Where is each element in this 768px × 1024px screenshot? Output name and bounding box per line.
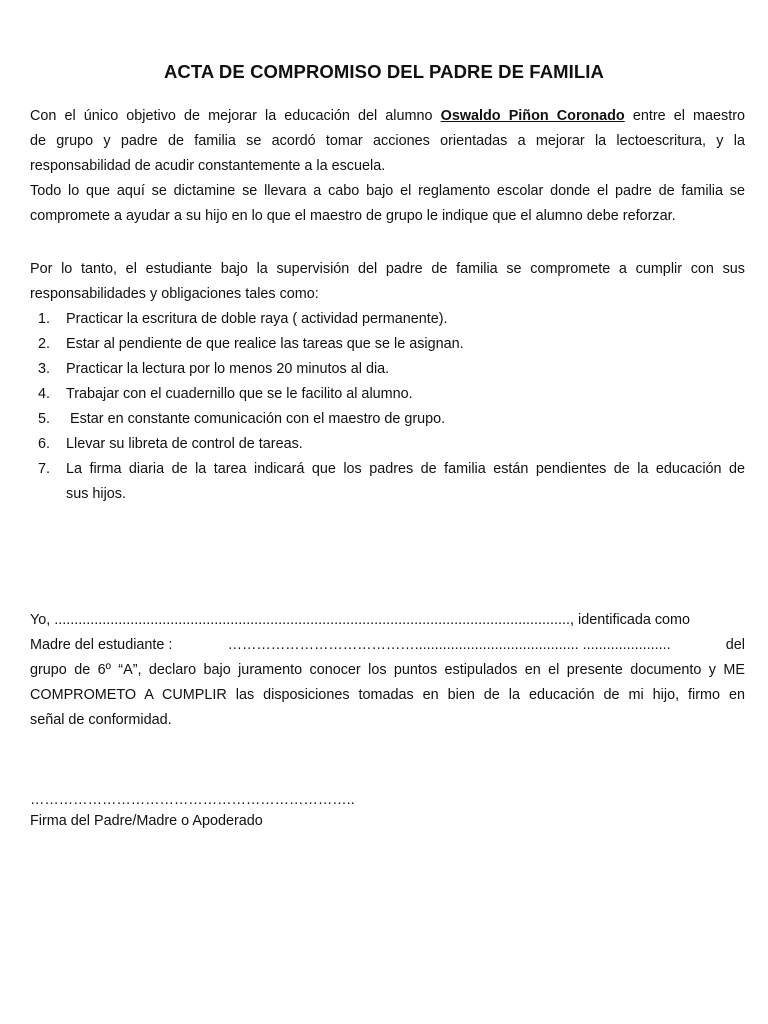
intro-line-3: responsabilidad de acudir constantemente a la escuela. — [30, 158, 386, 174]
intro-line-1: Con el único objetivo de mejorar la educación del alumno Oswaldo Piñon Coronado entre el maestro — [30, 108, 746, 124]
document-title: ACTA DE COMPROMISO DEL PADRE DE FAMILIA — [163, 61, 605, 82]
declaration-paragraph — [30, 608, 745, 733]
intro-paragraph — [30, 104, 745, 229]
commitments-list — [30, 307, 745, 507]
list-item: 5. Estar en constante comunicación con el maestro de grupo. — [38, 411, 446, 427]
list-item: 2. Estar al pendiente de que realice las tareas que se le asignan. — [38, 336, 464, 352]
declaration-line-3: grupo de 6º “A”, declaro bajo juramento conocer los puntos estipulados en el presente documento y ME — [30, 662, 745, 678]
declaration-line-madre: Madre del estudiante : …………………………………......................................... ...................... del — [30, 637, 745, 653]
list-item: 4. Trabajar con el cuadernillo que se le facilito al alumno. — [38, 386, 413, 402]
declaration-line-5: señal de conformidad. — [30, 712, 172, 728]
signature-line: ………………………………………………………….. — [30, 792, 355, 808]
student-name: Oswaldo Piñon Coronado — [440, 108, 625, 124]
therefore-line-1: Por lo tanto, el estudiante bajo la supervisión del padre de familia se compromete a cumplir con sus — [30, 261, 745, 277]
therefore-line-2: responsabilidades y obligaciones tales como: — [30, 286, 319, 302]
list-item: 3. Practicar la lectura por lo menos 20 minutos al dia. — [38, 361, 390, 377]
declaration-line-4: COMPROMETO A CUMPLIR las disposiciones tomadas en bien de la educación de mi hijo, firmo en — [30, 687, 745, 703]
therefore-paragraph — [30, 257, 745, 307]
list-item: 1. Practicar la escritura de doble raya ( actividad permanente). — [38, 311, 448, 327]
declaration-line-yo: Yo, ................................................................................................................................., identificada como — [30, 612, 691, 628]
intro-line-2: de grupo y padre de familia se acordó tomar acciones orientadas a mejorar la lectoescritura, y la — [30, 133, 745, 149]
list-item: 6. Llevar su libreta de control de tareas. — [38, 436, 303, 452]
intro-line-4: Todo lo que aquí se dictamine se llevara a cabo bajo el reglamento escolar donde el padre de familia se — [30, 183, 745, 199]
list-item: 7. La firma diaria de la tarea indicará que los padres de familia están pendientes de la educación de sus hijos. — [38, 461, 745, 502]
intro-line-5: compromete a ayudar a su hijo en lo que el maestro de grupo le indique que el alumno debe reforzar. — [30, 208, 676, 224]
signature-label: Firma del Padre/Madre o Apoderado — [30, 813, 263, 829]
